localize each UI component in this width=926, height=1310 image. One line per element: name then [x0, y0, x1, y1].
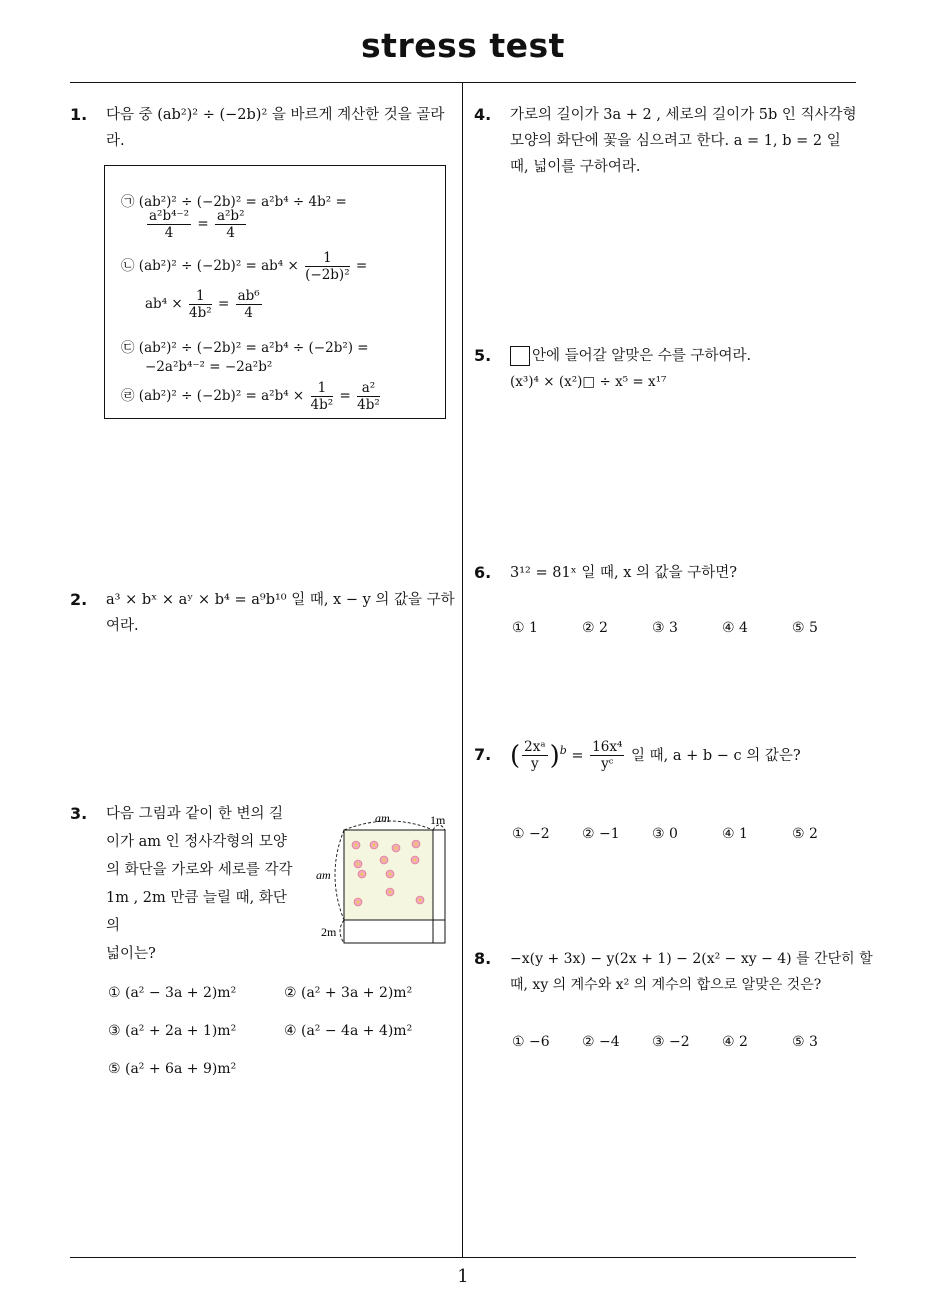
choice-5[interactable]: ⑤ 2: [792, 826, 818, 842]
option-c-cont: −2a²b⁴⁻² = −2a²b²: [145, 359, 273, 375]
blank-box: [510, 346, 530, 366]
bottom-divider: [70, 1257, 856, 1258]
page-title: stress test: [361, 26, 565, 65]
question-text: 3¹² = 81ˣ 일 때, x 의 값을 구하면?: [510, 565, 738, 581]
question-number: 5.: [474, 346, 492, 365]
choice-1[interactable]: ① (a² − 3a + 2)m²: [108, 985, 237, 1001]
choice-3[interactable]: ③ (a² + 2a + 1)m²: [108, 1023, 237, 1039]
option-b: ㉡ (ab²)² ÷ (−2b)² = ab⁴ × $\frac{1}{\text{(−2b)²}}$ =: [121, 250, 368, 283]
question-text: 안에 들어갈 알맞은 수를 구하여라. (x³)⁴ × (x²)□ ÷ x⁵ = x¹⁷: [510, 348, 752, 390]
question-number: 3.: [70, 804, 88, 823]
question-text: a³ × bˣ × aʸ × b⁴ = a⁹b¹⁰ 일 때, x − y 의 값을 구하 여라.: [106, 592, 455, 634]
label-left: am: [316, 868, 331, 882]
option-d: ㉣ (ab²)² ÷ (−2b)² = a²b⁴ × $\frac{1}{\text{4b²}}$ = $\frac{\text{a²}}{\text{4b²}}$: [121, 380, 380, 413]
choice-3[interactable]: ③ 3: [652, 620, 678, 636]
choice-4[interactable]: ④ 2: [722, 1034, 748, 1050]
question-text: 다음 중 (ab²)² ÷ (−2b)² 을 바르게 계산한 것을 골라 라.: [106, 107, 445, 149]
question-text: ( $\frac{\text{2xᵃ}}{y}$ )$^b$ = $\frac{\text{16x⁴}}{\text{yᶜ}}$ 일 때, a + b − c 의 값은?: [510, 739, 801, 773]
question-text: 가로의 길이가 3a + 2 , 세로의 길이가 5b 인 직사각형 모양의 화단에 꽃을 심으려고 한다. a = 1, b = 2 일 때, 넓이를 구하여라.: [510, 107, 857, 175]
choice-1[interactable]: ① −6: [512, 1034, 550, 1050]
question-text: 다음 그림과 같이 한 변의 길 이가 am 인 정사각형의 모양 의 화단을 가로와 세로를 각각 1m , 2m 만큼 늘릴 때, 화단의 넓이는?: [106, 806, 293, 962]
page-number: 1: [457, 1266, 469, 1287]
question-number: 7.: [474, 745, 492, 764]
question-number: 6.: [474, 563, 492, 582]
choice-4[interactable]: ④ 4: [722, 620, 748, 636]
answer-options-box: [104, 165, 446, 419]
choice-4[interactable]: ④ 1: [722, 826, 748, 842]
option-b-cont: ab⁴ × $\frac{1}{\text{4b²}}$ = $\frac{\text{ab⁶}}{4}$: [145, 288, 260, 321]
garden-figure: [312, 808, 452, 950]
option-c: ㉢ (ab²)² ÷ (−2b)² = a²b⁴ ÷ (−2b²) =: [121, 340, 369, 356]
choice-5[interactable]: ⑤ (a² + 6a + 9)m²: [108, 1061, 237, 1077]
question-number: 1.: [70, 105, 88, 124]
label-right: 1m: [430, 813, 446, 827]
choice-5[interactable]: ⑤ 5: [792, 620, 818, 636]
choice-2[interactable]: ② −4: [582, 1034, 620, 1050]
choice-1[interactable]: ① −2: [512, 826, 550, 842]
question-number: 8.: [474, 949, 492, 968]
choice-2[interactable]: ② 2: [582, 620, 608, 636]
choice-1[interactable]: ① 1: [512, 620, 538, 636]
question-number: 4.: [474, 105, 492, 124]
choice-4[interactable]: ④ (a² − 4a + 4)m²: [284, 1023, 413, 1039]
option-a: ㉠ (ab²)² ÷ (−2b)² = a²b⁴ ÷ 4b² =: [121, 194, 347, 210]
option-a-cont: $\frac{\text{a²b⁴⁻²}}{4}$ = $\frac{\text{a²b²}}{4}$: [149, 208, 245, 241]
label-top: am: [375, 811, 390, 825]
label-bottom: 2m: [321, 925, 337, 939]
choice-2[interactable]: ② −1: [582, 826, 620, 842]
question-text: −x(y + 3x) − y(2x + 1) − 2(x² − xy − 4) 를 간단히 할 때, xy 의 계수와 x² 의 계수의 합으로 알맞은 것은?: [510, 951, 873, 993]
choice-2[interactable]: ② (a² + 3a + 2)m²: [284, 985, 413, 1001]
top-divider: [70, 82, 856, 83]
choice-5[interactable]: ⑤ 3: [792, 1034, 818, 1050]
question-number: 2.: [70, 590, 88, 609]
choice-3[interactable]: ③ 0: [652, 826, 678, 842]
choice-3[interactable]: ③ −2: [652, 1034, 690, 1050]
column-divider: [462, 83, 463, 1258]
